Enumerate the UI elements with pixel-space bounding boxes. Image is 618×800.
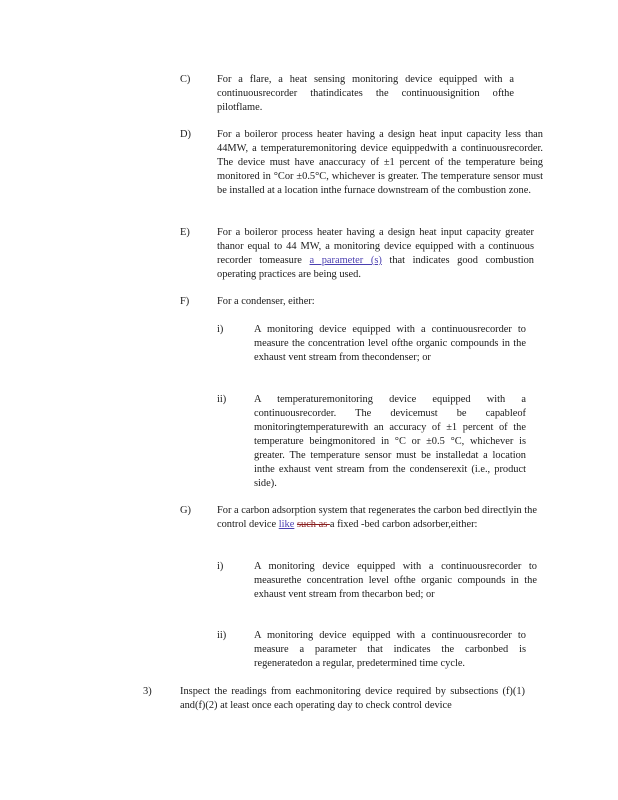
item-text-3: Inspect the readings from eachmonitoring device required by subsections (f)(1) and(f)(2) at least once each operating day to check control device xyxy=(180,686,525,711)
item-label-g-ii: ii) xyxy=(217,630,227,641)
item-text-g-before: For a carbon adsorption system that regenerates the carbon bed directlyin the control device xyxy=(217,505,537,530)
item-text-f: For a condenser, either: xyxy=(217,296,315,307)
item-text-e-before: For a boileror process heater having a design heat input capacity greater thanor equal to 44 MW, a monitoring device equipped with a continuous recorder tomeasure xyxy=(217,227,534,266)
item-text-d: For a boileror process heater having a design heat input capacity less than 44MW, a temperaturemonitoring device equippedwith a continuousrecorder. The device must have anaccuracy of ±1 percent of the temperature being monitored in °Cor ±0.5°C, whichever is greater. The temperature sensor must be installed at a location inthe furnace downstream of the combustion zone. xyxy=(217,129,543,196)
item-label-d: D) xyxy=(180,129,191,140)
item-label-f-i: i) xyxy=(217,324,224,335)
item-text-g xyxy=(217,504,537,532)
item-label-3: 3) xyxy=(143,686,152,697)
inserted-text-e: a parameter (s) xyxy=(309,255,382,266)
item-label-c: C) xyxy=(180,74,191,85)
item-text-f-ii: A temperaturemonitoring device equipped with a continuousrecorder. The devicemust be capableof monitoringtemperaturewith an accuracy of ±1 percent of the temperature beingmonitored in °C or ±0.5 °C, whichever is greater. The temperature sensor must be installedat a location inthe exhaust vent stream from the condenserexit (i.e., product side). xyxy=(254,394,526,489)
item-text-e-after: that indicates good combustion operating practices are being used. xyxy=(217,255,534,280)
item-label-g-i: i) xyxy=(217,561,224,572)
inserted-text-g: like xyxy=(278,519,295,530)
item-text-g-i: A monitoring device equipped with a continuousrecorder to measurethe concentration level ofthe organic compounds in the exhaust vent stream from thecarbon bed; or xyxy=(254,561,537,600)
item-text-e xyxy=(217,226,534,282)
item-text-g-ii: A monitoring device equipped with a continuousrecorder to measure a parameter that indicates the carbonbed is regeneratedon a regular, predetermined time cycle. xyxy=(254,630,526,669)
item-text-f-i: A monitoring device equipped with a continuousrecorder to measure the concentration level ofthe organic compounds in the exhaust vent stream from thecondenser; or xyxy=(254,324,526,363)
deleted-text-g: such as xyxy=(296,519,330,530)
item-label-e: E) xyxy=(180,227,190,238)
item-text-c: For a flare, a heat sensing monitoring device equipped with a continuousrecorder thatindicates the continuousignition ofthe pilotflame. xyxy=(217,74,514,113)
item-label-f: F) xyxy=(180,296,190,307)
item-label-g: G) xyxy=(180,505,191,516)
item-text-g-after: a fixed -bed carbon adsorber,either: xyxy=(329,519,478,530)
item-label-f-ii: ii) xyxy=(217,394,227,405)
